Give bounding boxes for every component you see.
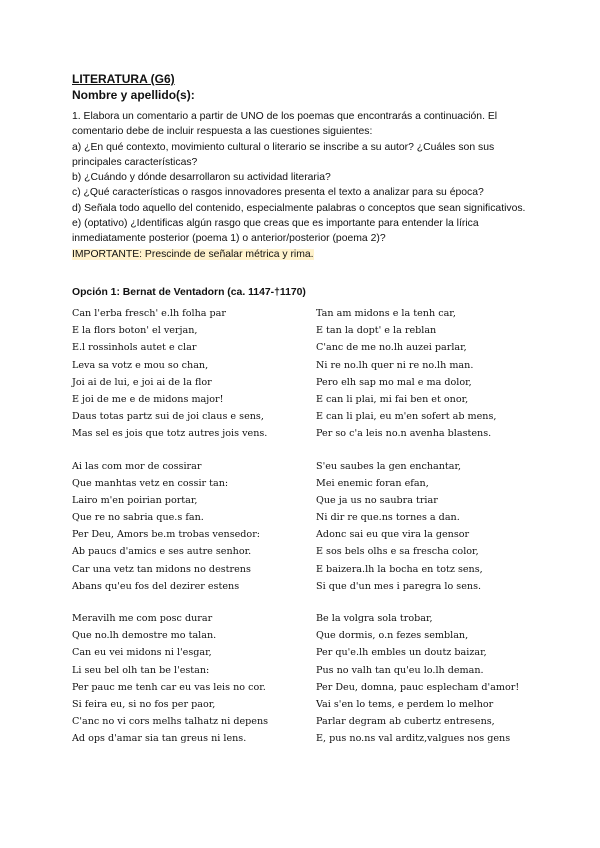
poem-verse-line: Que ja us no saubra triar [316, 494, 438, 506]
poem-verse-line: E, pus no.ns val arditz,valgues nos gens [316, 733, 511, 745]
poem-verse-line: E can li plai, eu m'en sofert ab mens, [316, 411, 497, 423]
document-title: LITERATURA (G6) [72, 72, 175, 86]
important-note: IMPORTANTE: Prescinde de señalar métrica y rima. [72, 248, 314, 260]
poem-verse-line: Per Deu, Amors be.m trobas vensedor: [72, 529, 261, 541]
poem-verse-line: Adonc sai eu que vira la gensor [316, 529, 470, 541]
poem-verse-line: Vai s'en lo tems, e perdem lo melhor [316, 698, 494, 710]
poem-verse-line: Pus no valh tan qu'eu lo.lh deman. [316, 664, 484, 676]
document-header [72, 72, 542, 262]
poem-verse-line: Mas sel es jois que totz autres jois vens. [72, 428, 268, 440]
instruction-a: a) ¿En qué contexto, movimiento cultural o literario se inscribe a su autor? ¿Cuáles son sus principales características? [72, 141, 495, 168]
poem-verse-line: Daus totas partz sui de joi claus e sens, [72, 411, 264, 423]
poem-verse-line: Ni re no.lh quer ni re no.lh man. [316, 359, 474, 371]
instruction-intro: 1. Elabora un comentario a partir de UNO de los poemas que encontrarás a continuación. El comentario debe de incluir respuesta a las cuestiones siguientes: [72, 111, 498, 138]
poem-verse-line: E can li plai, mi fai ben et onor, [316, 393, 469, 405]
instruction-e: e) (optativo) ¿Identificas algún rasgo que creas que es importante para entender la lírica inmediatamente posterior (poema 1) o anterior/posterior (poema 2)? [72, 218, 479, 245]
poem-verse-line: Can l'erba fresch' e.lh folha par [72, 308, 226, 319]
poem-verse-line: C'anc no vi cors melhs talhatz ni depens [72, 716, 269, 728]
poem-verse-line: Que dormis, o.n fezes semblan, [316, 630, 469, 642]
poem-verse-line: Ad ops d'amar sia tan greus ni lens. [72, 733, 247, 745]
poem-verse-line: Si que d'un mes i paregra lo sens. [316, 580, 482, 592]
poem-verse-line: Car una vetz tan midons no destrens [72, 563, 251, 575]
poem-verse-line: Abans qu'eu fos del dezirer estens [72, 580, 240, 592]
poem-verse-line: C'anc de me no.lh auzei parlar, [316, 342, 467, 354]
poem-stanza [72, 305, 302, 443]
poem-stanza [316, 305, 546, 443]
poem-stanza [72, 458, 302, 596]
poem-verse-line: Be la volgra sola trobar, [316, 613, 433, 624]
poem-verse-line: Per qu'e.lh embles un doutz baizar, [316, 647, 487, 659]
instruction-c: c) ¿Qué características o rasgos innovadores presenta el texto a analizar para su época? [72, 187, 484, 199]
poem-verse-line: E tan la dopt' e la reblan [316, 325, 437, 337]
poem-verse-line: E la flors boton' el verjan, [72, 325, 198, 337]
poem-stanza [316, 610, 546, 748]
poem-verse-line: Lairo m'en poirian portar, [72, 494, 198, 506]
poem-verse-line: Si feira eu, si no fos per paor, [72, 698, 216, 710]
instructions [72, 109, 542, 262]
poem-stanza [316, 458, 546, 596]
poem-verse-line: Joi ai de lui, e joi ai de la flor [72, 376, 212, 388]
poem-verse-line: Li seu bel olh tan be l'estan: [72, 664, 210, 676]
poem-verse-line: Ni dir re que.ns tornes a dan. [316, 512, 460, 524]
poem-verse-line: Meravilh me com posc durar [72, 613, 213, 624]
poem-verse-line: Mei enemic foran efan, [316, 477, 429, 489]
poem-verse-line: E joi de me e de midons major! [72, 393, 224, 405]
poem-verse-line: Tan am midons e la tenh car, [316, 308, 456, 319]
poem-verse-line: Per pauc me tenh car eu vas leis no cor. [72, 681, 266, 693]
poem-left-column [72, 305, 302, 763]
poem-verse-line: Que manhtas vetz en cossir tan: [72, 477, 229, 489]
poem-verse-line: Can eu vei midons ni l'esgar, [72, 647, 212, 659]
poem-verse-line: Ai las com mor de cossirar [72, 460, 202, 472]
poem-verse-line: E sos bels olhs e sa frescha color, [316, 546, 479, 558]
option-heading: Opción 1: Bernat de Ventadorn (ca. 1147-†1170) [72, 287, 306, 298]
poem-verse-line: Per Deu, domna, pauc esplecham d'amor! [316, 681, 520, 693]
instruction-d: d) Señala todo aquello del contenido, especialmente palabras o conceptos que sean significativos. [72, 202, 526, 214]
poem-verse-line: E baizera.lh la bocha en totz sens, [316, 563, 483, 575]
name-field-label: Nombre y apellido(s): [72, 88, 195, 102]
poem-verse-line: Que no.lh demostre mo talan. [72, 630, 217, 642]
poem-verse-line: Ab paucs d'amics e ses autre senhor. [72, 546, 252, 558]
poem-verse-line: Que re no sabria que.s fan. [72, 512, 204, 524]
poem-verse-line: Pero elh sap mo mal e ma dolor, [316, 376, 472, 388]
poem-verse-line: Per so c'a leis no.n avenha blastens. [316, 428, 492, 440]
instruction-b: b) ¿Cuándo y dónde desarrollaron su actividad literaria? [72, 172, 331, 184]
poem-right-column [316, 305, 546, 763]
poem-verse-line: Parlar degram ab cubertz entresens, [316, 716, 495, 728]
poem-stanza [72, 610, 302, 748]
poem-verse-line: Leva sa votz e mou so chan, [72, 359, 209, 371]
poem-verse-line: S'eu saubes la gen enchantar, [316, 460, 462, 472]
poem-verse-line: E.l rossinhols autet e clar [72, 342, 197, 354]
